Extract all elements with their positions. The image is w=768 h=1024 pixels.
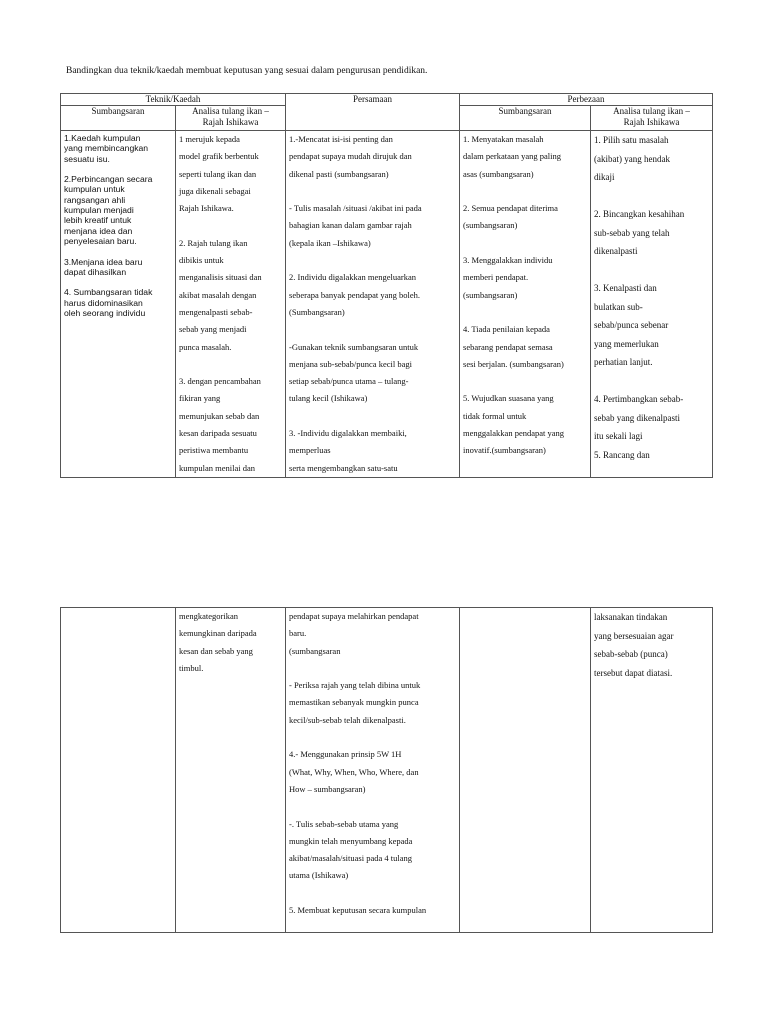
comparison-table-page1 [60,93,713,478]
header-teknik: Teknik/Kaedah [61,94,286,106]
cell-sumbangsaran-teknik: 1.Kaedah kumpulan yang membincangkan sesuatu isu. 2.Perbincangan secara kumpulan untuk rangsangan ahli kumpulan menjadi lebih kreatif untuk menjana idea dan penyelesaian baru. 3.Menjana idea baru dapat dihasilkan 4. Sumbangsaran tidak harus didominasikan oleh seorang individu [61,131,176,478]
header-analisa: Analisa tulang ikan – Rajah Ishikawa [176,106,286,131]
cell-persamaan-cont: pendapat supaya melahirkan pendapat baru. (sumbangsaran - Periksa rajah yang telah dibina untuk memastikan sebanyak mungkin punca kecil/sub-sebab telah dikenalpasti. 4.- Menggunakan prinsip 5W 1H (What, Why, When, Who, Where, dan How – sumbangsaran) -. Tulis sebab-sebab utama yang mungkin telah menyumbang kepada akibat/masalah/situasi pada 4 tulang utama (Ishikawa) 5. Membuat keputusan secara kumpulan [286,608,460,933]
header-persamaan: Persamaan [286,94,460,131]
header-perbezaan: Perbezaan [460,94,713,106]
cell-analisa-perbezaan: 1. Pilih satu masalah (akibat) yang hendak dikaji 2. Bincangkan kesahihan sub-sebab yang telah dikenalpasti 3. Kenalpasti dan bulatkan sub- sebab/punca sebenar yang memerlukan perhatian lanjut. 4. Pertimbangkan sebab- sebab yang dikenalpasti itu sekali lagi 5. Rancang dan [591,131,713,478]
content-row [61,131,713,478]
cell-sumbangsaran-perbezaan: 1. Menyatakan masalah dalam perkataan yang paling asas (sumbangsaran) 2. Semua pendapat diterima (sumbangsaran) 3. Menggalakkan individu memberi pendapat. (sumbangsaran) 4. Tiada penilaian kepada sebarang pendapat semasa sesi berjalan. (sumbangsaran) 5. Wujudkan suasana yang tidak formal untuk menggalakkan pendapat yang inovatif.(sumbangsaran) [460,131,591,478]
header-analisa-perbezaan: Analisa tulang ikan – Rajah Ishikawa [591,106,713,131]
cell-sumbangsaran-perbezaan-cont [460,608,591,933]
cell-persamaan: 1.-Mencatat isi-isi penting dan pendapat supaya mudah dirujuk dan dikenal pasti (sumbangsaran) - Tulis masalah /situasi /akibat ini pada bahagian kanan dalam gambar rajah (kepala ikan –Ishikawa) 2. Individu digalakkan mengeluarkan seberapa banyak pendapat yang boleh. (Sumbangsaran) -Gunakan teknik sumbangsaran untuk menjana sub-sebab/punca kecil bagi setiap sebab/punca utama – tulang- tulang kecil (Ishikawa) 3. -Individu digalakkan membaiki, memperluas serta mengembangkan satu-satu [286,131,460,478]
header-sumbangsaran: Sumbangsaran [61,106,176,131]
comparison-table-page2 [60,607,713,933]
content-row-continued [61,608,713,933]
header-sumbangsaran-perbezaan: Sumbangsaran [460,106,591,131]
document-title: Bandingkan dua teknik/kaedah membuat keputusan yang sesuai dalam pengurusan pendidikan. [66,66,428,76]
header-row-1 [61,94,713,106]
cell-sumbangsaran-teknik-cont [61,608,176,933]
cell-analisa-perbezaan-cont: laksanakan tindakan yang bersesuaian agar sebab-sebab (punca) tersebut dapat diatasi. [591,608,713,933]
cell-analisa-teknik-cont: mengkategorikan kemungkinan daripada kesan dan sebab yang timbul. [176,608,286,933]
cell-analisa-teknik: 1 merujuk kepada model grafik berbentuk seperti tulang ikan dan juga dikenali sebagai Rajah Ishikawa. 2. Rajah tulang ikan dibikis untuk menganalisis situasi dan akibat masalah dengan mengenalpasti sebab- sebab yang menjadi punca masalah. 3. dengan pencambahan fikiran yang memunjukan sebab dan kesan daripada sesuatu peristiwa membantu kumpulan menilai dan [176,131,286,478]
